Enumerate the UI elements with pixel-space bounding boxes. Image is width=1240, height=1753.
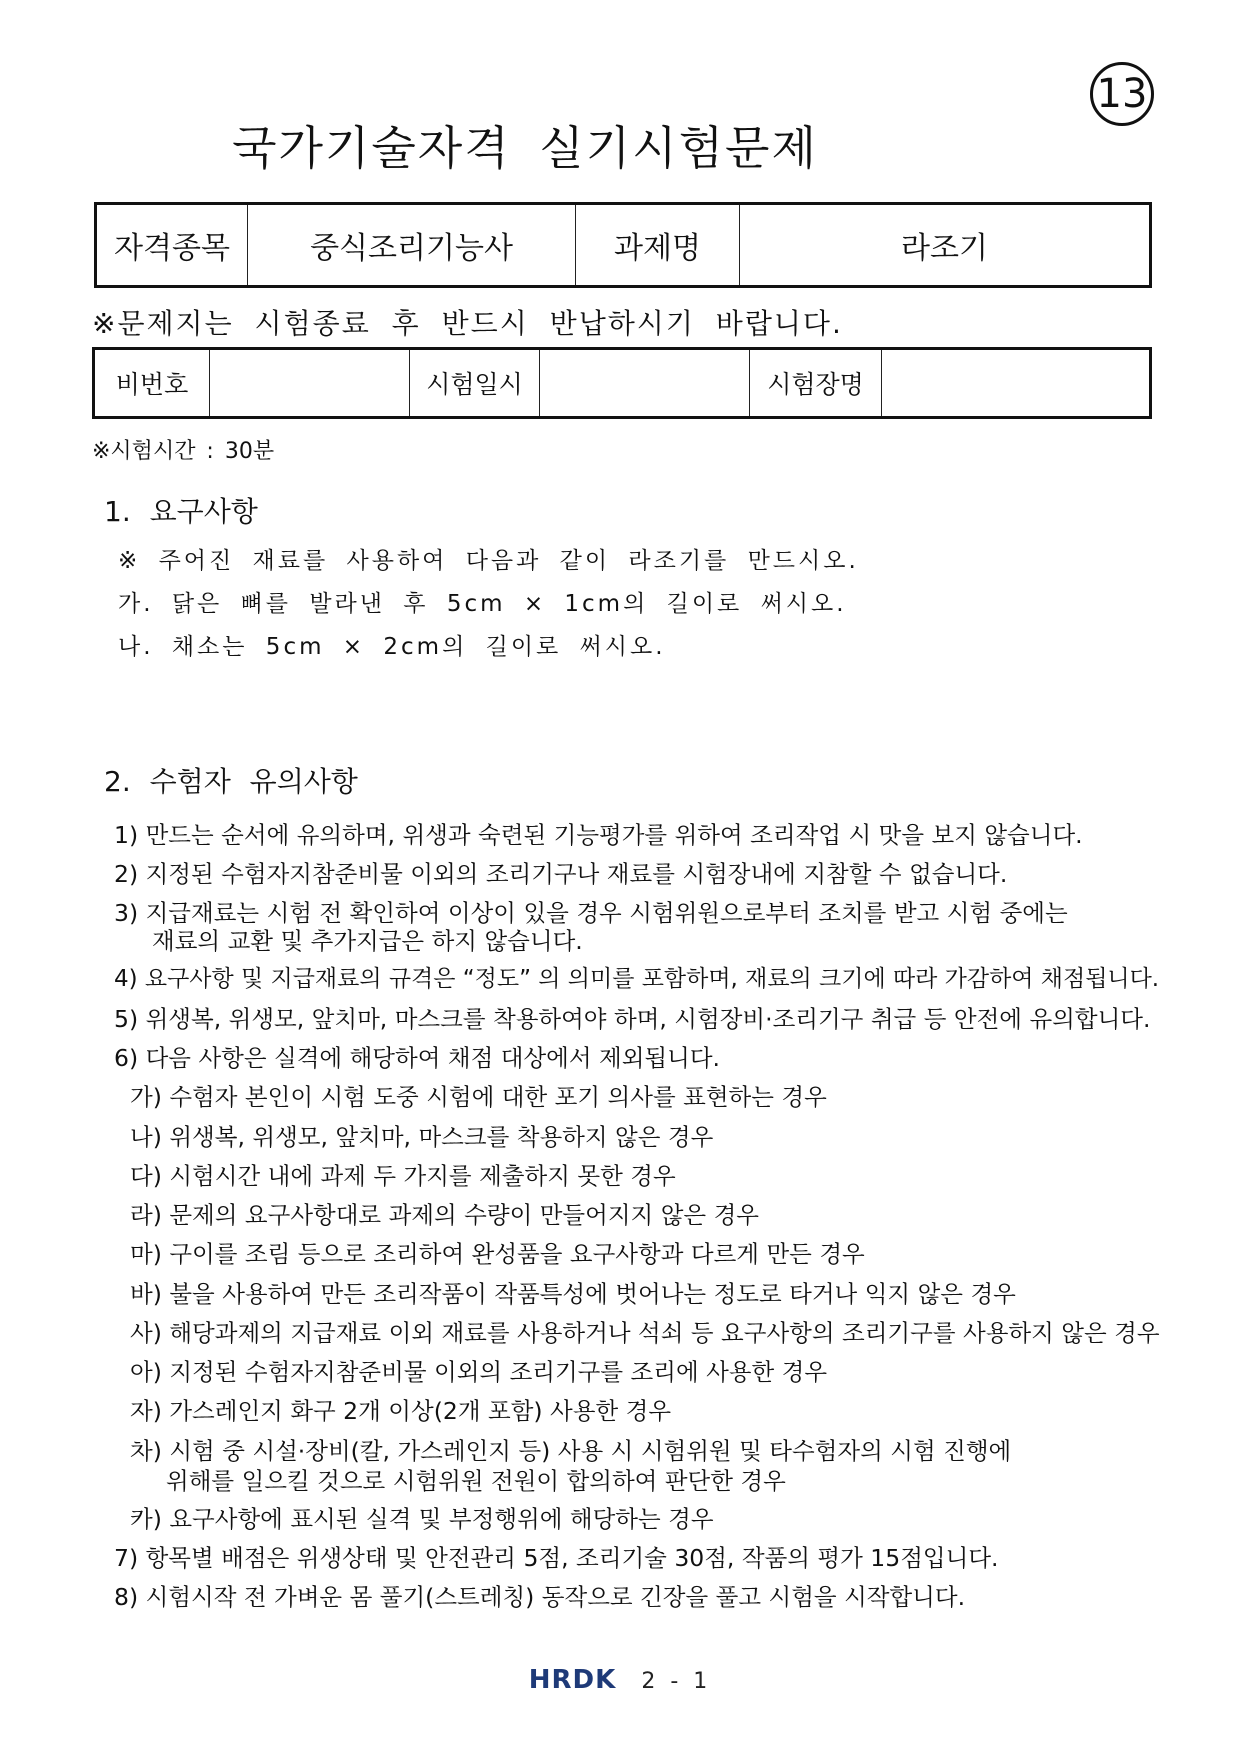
- note-line: 6) 다음 사항은 실격에 해당하여 채점 대상에서 제외됩니다.: [114, 1044, 721, 1072]
- note-subitem: 바) 불을 사용하여 만든 조리작품이 작품특성에 벗어나는 정도로 타거나 익지 않은 경우: [130, 1280, 1016, 1308]
- note-subitem: 차) 시험 중 시설·장비(칼, 가스레인지 등) 사용 시 시험위원 및 타수험자의 시험 진행에: [130, 1437, 1012, 1465]
- return-notice: ※문제지는 시험종료 후 반드시 반납하시기 바랍니다.: [92, 307, 843, 340]
- qualification-label: 자격종목: [96, 204, 248, 287]
- note-line: 1) 만드는 순서에 유의하며, 위생과 숙련된 기능평가를 위하여 조리작업 시 맛을 보지 않습니다.: [114, 821, 1083, 849]
- requirement-line: ※ 주어진 재료를 사용하여 다음과 같이 라조기를 만드시오.: [118, 548, 859, 574]
- note-line: 5) 위생복, 위생모, 앞치마, 마스크를 착용하여야 하며, 시험장비·조리기구 취급 등 안전에 유의합니다.: [114, 1005, 1151, 1033]
- note-line: 2) 지정된 수험자지참준비물 이외의 조리기구나 재료를 시험장내에 지참할 수 없습니다.: [114, 860, 1008, 888]
- page-number-badge: [1090, 62, 1154, 126]
- page-footer: [0, 1665, 1240, 1695]
- exam-time: ※시험시간 : 30분: [92, 439, 275, 464]
- note-subitem: 위해를 일으킬 것으로 시험위원 전원이 합의하여 판단한 경우: [166, 1467, 786, 1495]
- hrdk-logo: HRDK: [528, 1665, 617, 1695]
- qualification-table: [94, 202, 1152, 288]
- exam-date-label: 시험일시: [410, 349, 540, 418]
- notes-heading: 2. 수험자 유의사항: [104, 765, 358, 798]
- requirement-line: 나. 채소는 5cm × 2cm의 길이로 써시오.: [118, 634, 666, 660]
- note-subitem: 카) 요구사항에 표시된 실격 및 부정행위에 해당하는 경우: [130, 1505, 714, 1533]
- page-info: 2 - 1: [641, 1669, 712, 1694]
- note-subitem: 사) 해당과제의 지급재료 이외 재료를 사용하거나 석쇠 등 요구사항의 조리기구를 사용하지 않은 경우: [130, 1319, 1160, 1347]
- note-subitem: 자) 가스레인지 화구 2개 이상(2개 포함) 사용한 경우: [130, 1397, 672, 1425]
- page-number: 13: [1096, 71, 1148, 117]
- task-label: 과제명: [576, 204, 740, 287]
- note-subitem: 나) 위생복, 위생모, 앞치마, 마스크를 착용하지 않은 경우: [130, 1123, 714, 1151]
- exam-meta-table: [92, 347, 1152, 419]
- note-line: 4) 요구사항 및 지급재료의 규격은 “정도” 의 의미를 포함하며, 재료의 크기에 따라 가감하여 채점됩니다.: [114, 966, 1160, 992]
- note-subitem: 가) 수험자 본인이 시험 도중 시험에 대한 포기 의사를 표현하는 경우: [130, 1083, 827, 1111]
- exam-id-label: 비번호: [94, 349, 210, 418]
- task-value: 라조기: [740, 204, 1151, 287]
- note-line: 3) 지급재료는 시험 전 확인하여 이상이 있을 경우 시험위원으로부터 조치를 받고 시험 중에는: [114, 899, 1068, 927]
- note-line: 재료의 교환 및 추가지급은 하지 않습니다.: [152, 927, 583, 955]
- exam-place-label: 시험장명: [750, 349, 882, 418]
- exam-place-field: [882, 349, 1151, 418]
- note-line: 7) 항목별 배점은 위생상태 및 안전관리 5점, 조리기술 30점, 작품의 평가 15점입니다.: [114, 1544, 999, 1572]
- note-subitem: 라) 문제의 요구사항대로 과제의 수량이 만들어지지 않은 경우: [130, 1201, 759, 1229]
- note-subitem: 다) 시험시간 내에 과제 두 가지를 제출하지 못한 경우: [130, 1162, 676, 1190]
- qualification-value: 중식조리기능사: [248, 204, 576, 287]
- note-subitem: 마) 구이를 조림 등으로 조리하여 완성품을 요구사항과 다르게 만든 경우: [130, 1240, 865, 1268]
- exam-id-field: [210, 349, 410, 418]
- page-title: 국가기술자격 실기시험문제: [232, 121, 818, 175]
- exam-date-field: [540, 349, 750, 418]
- note-line: 8) 시험시작 전 가벼운 몸 풀기(스트레칭) 동작으로 긴장을 풀고 시험을 시작합니다.: [114, 1583, 966, 1611]
- note-subitem: 아) 지정된 수험자지참준비물 이외의 조리기구를 조리에 사용한 경우: [130, 1358, 828, 1386]
- requirement-line: 가. 닭은 뼈를 발라낸 후 5cm × 1cm의 길이로 써시오.: [118, 591, 847, 617]
- requirements-heading: 1. 요구사항: [104, 495, 258, 528]
